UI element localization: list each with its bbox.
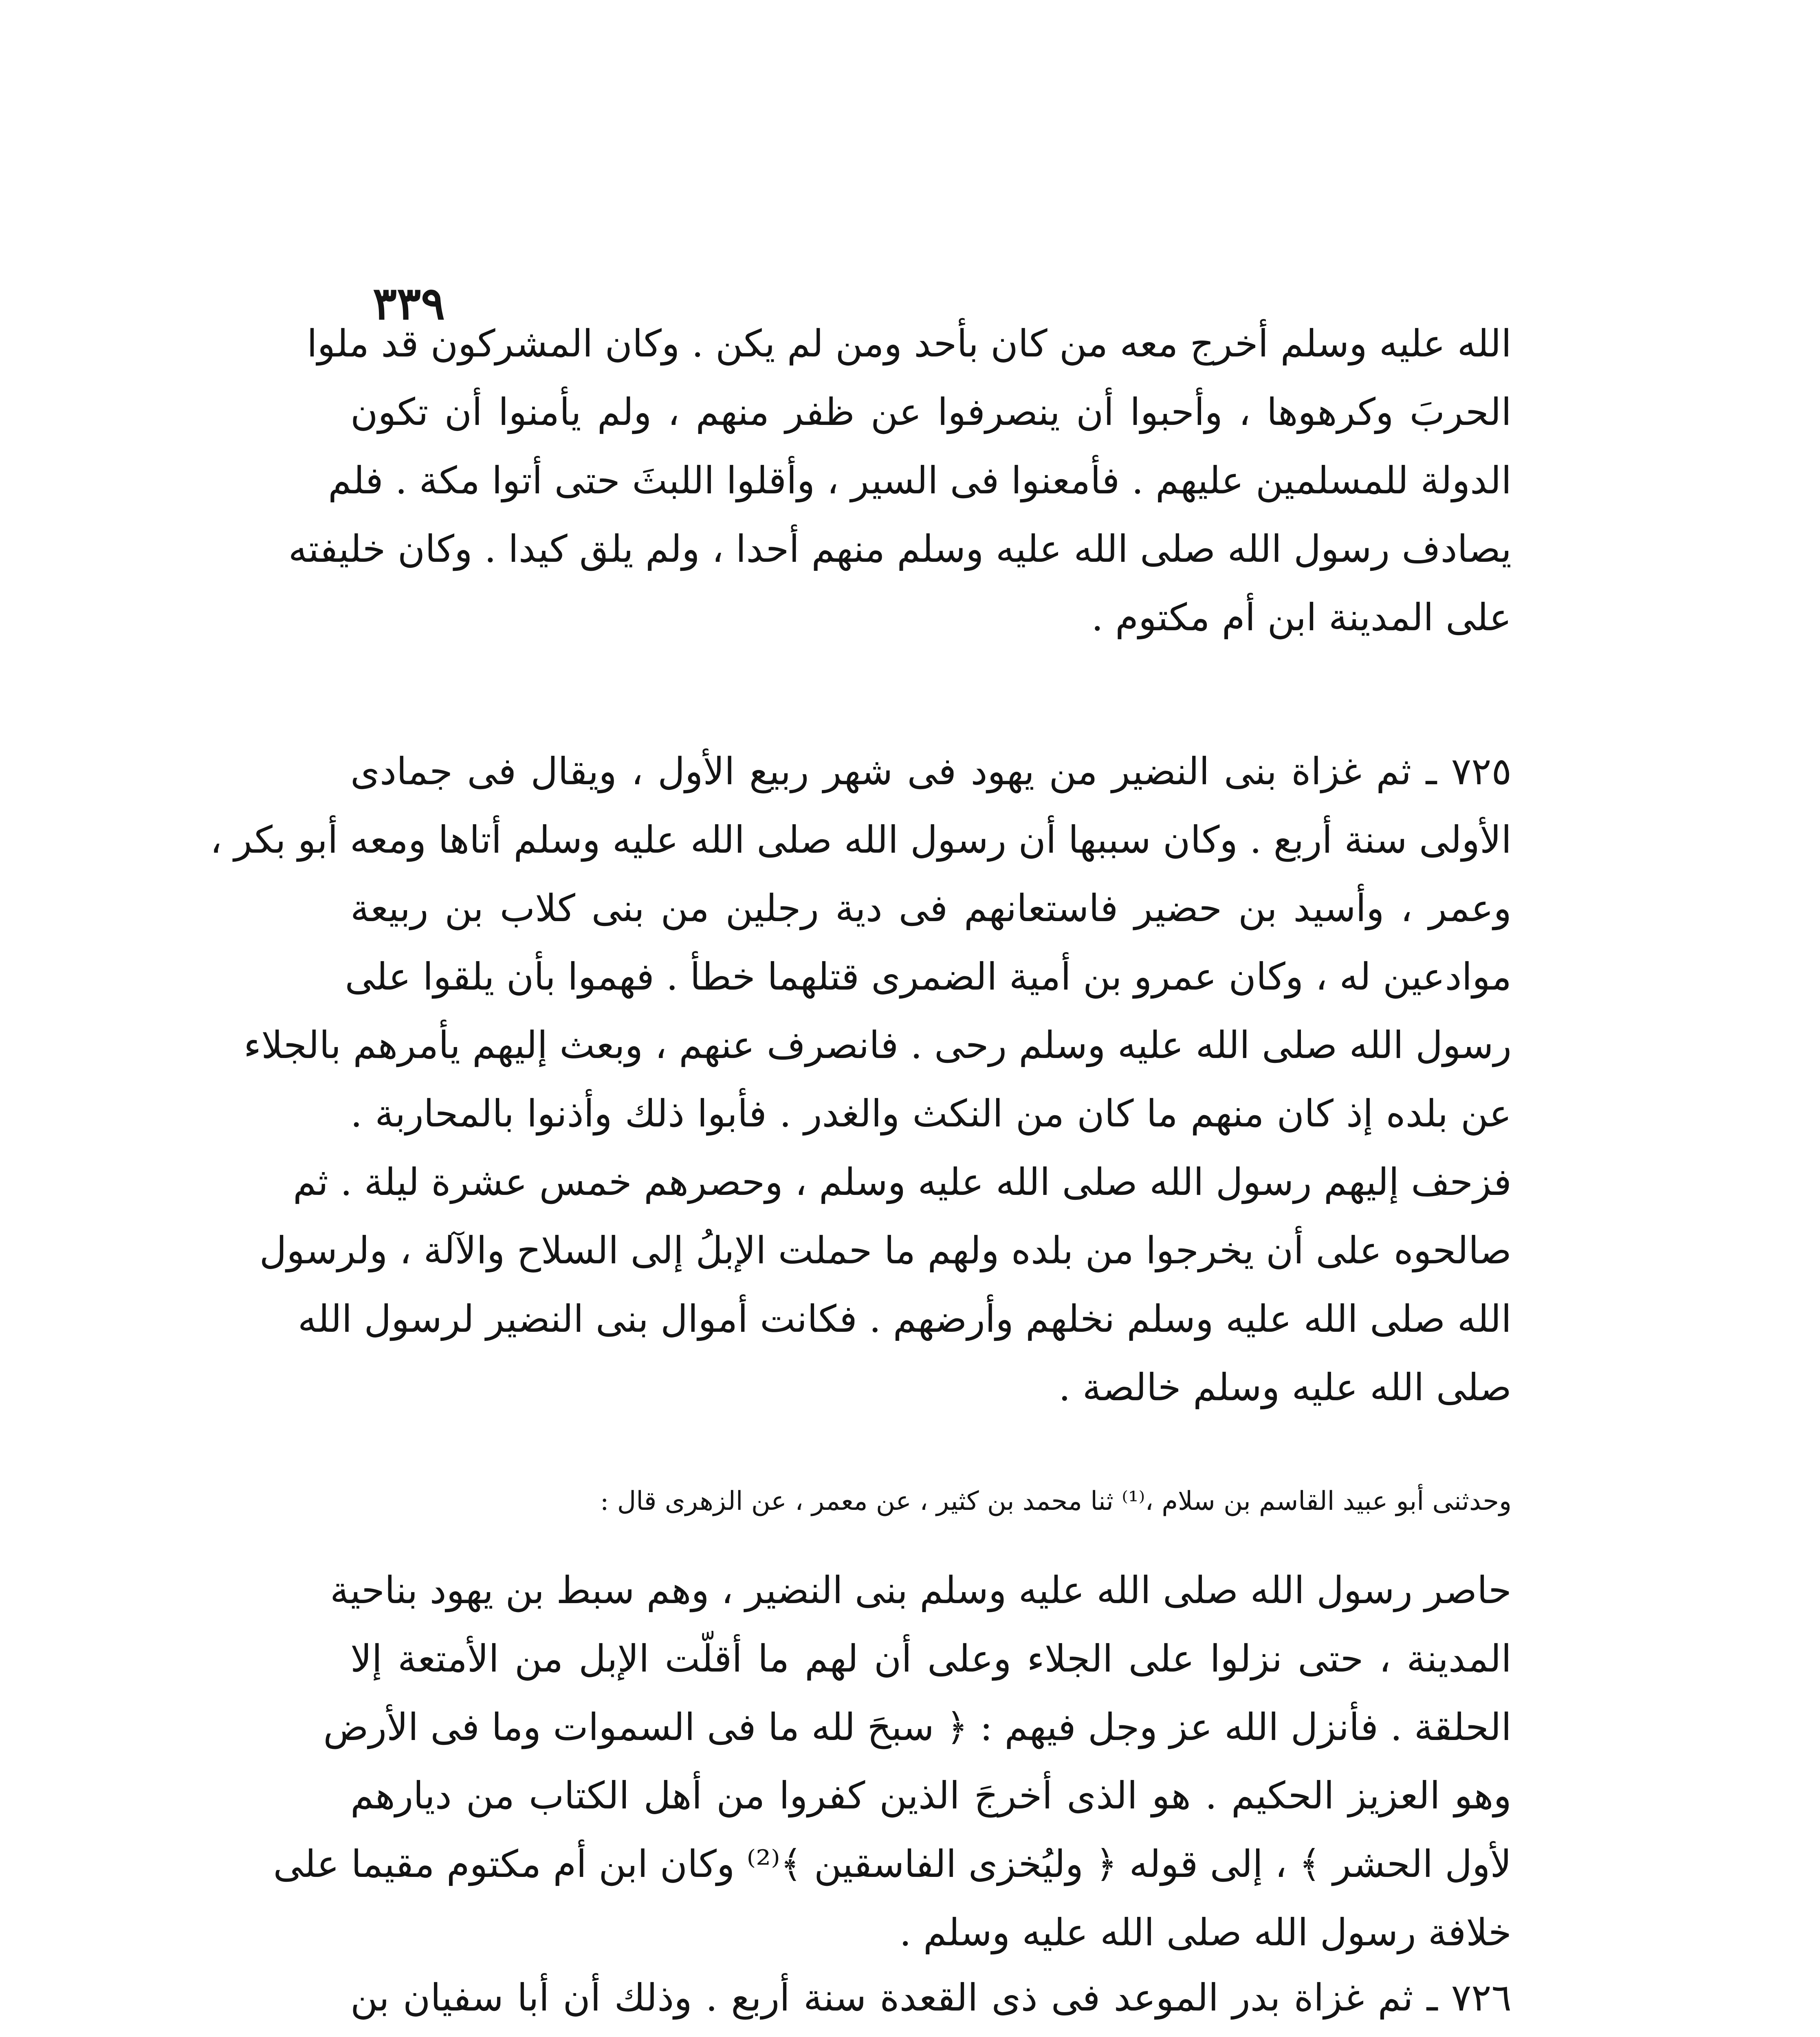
text-line: الأولى سنة أربع . وكان سببها أن رسول الله صلى الله عليه وسلم أتاها ومعه أبو بكر ، [210, 818, 1512, 862]
text-line: صالحوه على أن يخرجوا من بلده ولهم ما حملت الإبلُ إلى السلاح والآلة ، ولرسول [259, 1229, 1512, 1272]
text-line: على المدينة ابن أم مكتوم . [1091, 596, 1512, 639]
text-line: رسول الله صلى الله عليه وسلم رحى . فانصرف عنهم ، وبعث إليهم يأمرهم بالجلاء [243, 1023, 1512, 1067]
text-line: وهو العزيز الحكيم . هو الذى أخرجَ الذين كفروا من أهل الكتاب من ديارهم [350, 1774, 1512, 1817]
text-line: الحلقة . فأنزل الله عز وجل فيهم : ﴿ سبحَ لله ما فى السموات وما فى الأرض [323, 1705, 1512, 1749]
text-line: يصادف رسول الله صلى الله عليه وسلم منهم أحدا ، ولم يلق كيدا . وكان خليفته [288, 527, 1512, 571]
text-line: ٧٢٦ ـ ثم غزاة بدر الموعد فى ذى القعدة سنة أربع . وذلك أن أبا سفيان بن [350, 1976, 1512, 2019]
text-line: الدولة للمسلمين عليهم . فأمعنوا فى السير ، وأقلوا اللبثَ حتى أتوا مكة . فلم [328, 459, 1512, 502]
text-line: الحربَ وكرهوها ، وأحبوا أن ينصرفوا عن ظفر منهم ، ولم يأمنوا أن تكون [350, 390, 1512, 434]
paragraph-726-badr-al-mawid [350, 1964, 1512, 2037]
text-line: لأول الحشر ﴾ ، إلى قوله ﴿ وليُخزى الفاسقين ﴾⁽²⁾ وكان ابن أم مكتوم مقيما على [273, 1842, 1512, 1886]
text-line: الله صلى الله عليه وسلم نخلهم وأرضهم . فكانت أموال بنى النضير لرسول الله [297, 1297, 1512, 1341]
text-line: خلافة رسول الله صلى الله عليه وسلم . [899, 1911, 1512, 1954]
text-line: ٧٢٥ ـ ثم غزاة بنى النضير من يهود فى شهر ربيع الأول ، ويقال فى جمادى [350, 750, 1512, 793]
isnad-line [350, 1479, 1512, 1524]
paragraph-1 [288, 310, 1512, 652]
text-line: المدينة ، حتى نزلوا على الجلاء وعلى أن لهم ما أقلّت الإبل من الأمتعة إلا [350, 1637, 1512, 1681]
text-line: عن بلده إذ كان منهم ما كان من النكث والغدر . فأبوا ذلك وأذنوا بالمحاربة . [350, 1092, 1512, 1135]
text-line: صلى الله عليه وسلم خالصة . [1059, 1366, 1512, 1409]
paragraph-siege-narration [273, 1556, 1512, 1967]
text-line: وعمر ، وأسيد بن حضير فاستعانهم فى دية رجلين من بنى كلاب بن ربيعة [350, 887, 1512, 930]
text-line: حاصر رسول الله صلى الله عليه وسلم بنى النضير ، وهم سبط بن يهود بناحية [330, 1568, 1512, 1612]
text-line [350, 2032, 1512, 2037]
text-line: وحدثنى أبو عبيد القاسم بن سلام ،⁽¹⁾ ثنا محمد بن كثير ، عن معمر ، عن الزهرى قال : [600, 1486, 1512, 1516]
text-line: فزحف إليهم رسول الله صلى الله عليه وسلم ، وحصرهم خمس عشرة ليلة . ثم [293, 1160, 1512, 1204]
text-line: الله عليه وسلم أخرج معه من كان بأحد ومن لم يكن . وكان المشركون قد ملوا [307, 322, 1512, 365]
page-number: ٣٣٩ [373, 277, 445, 330]
paragraph-725-banu-nadir [210, 737, 1512, 1422]
text-line: موادعين له ، وكان عمرو بن أمية الضمرى قتلهما خطأ . فهموا بأن يلقوا على [345, 955, 1512, 999]
